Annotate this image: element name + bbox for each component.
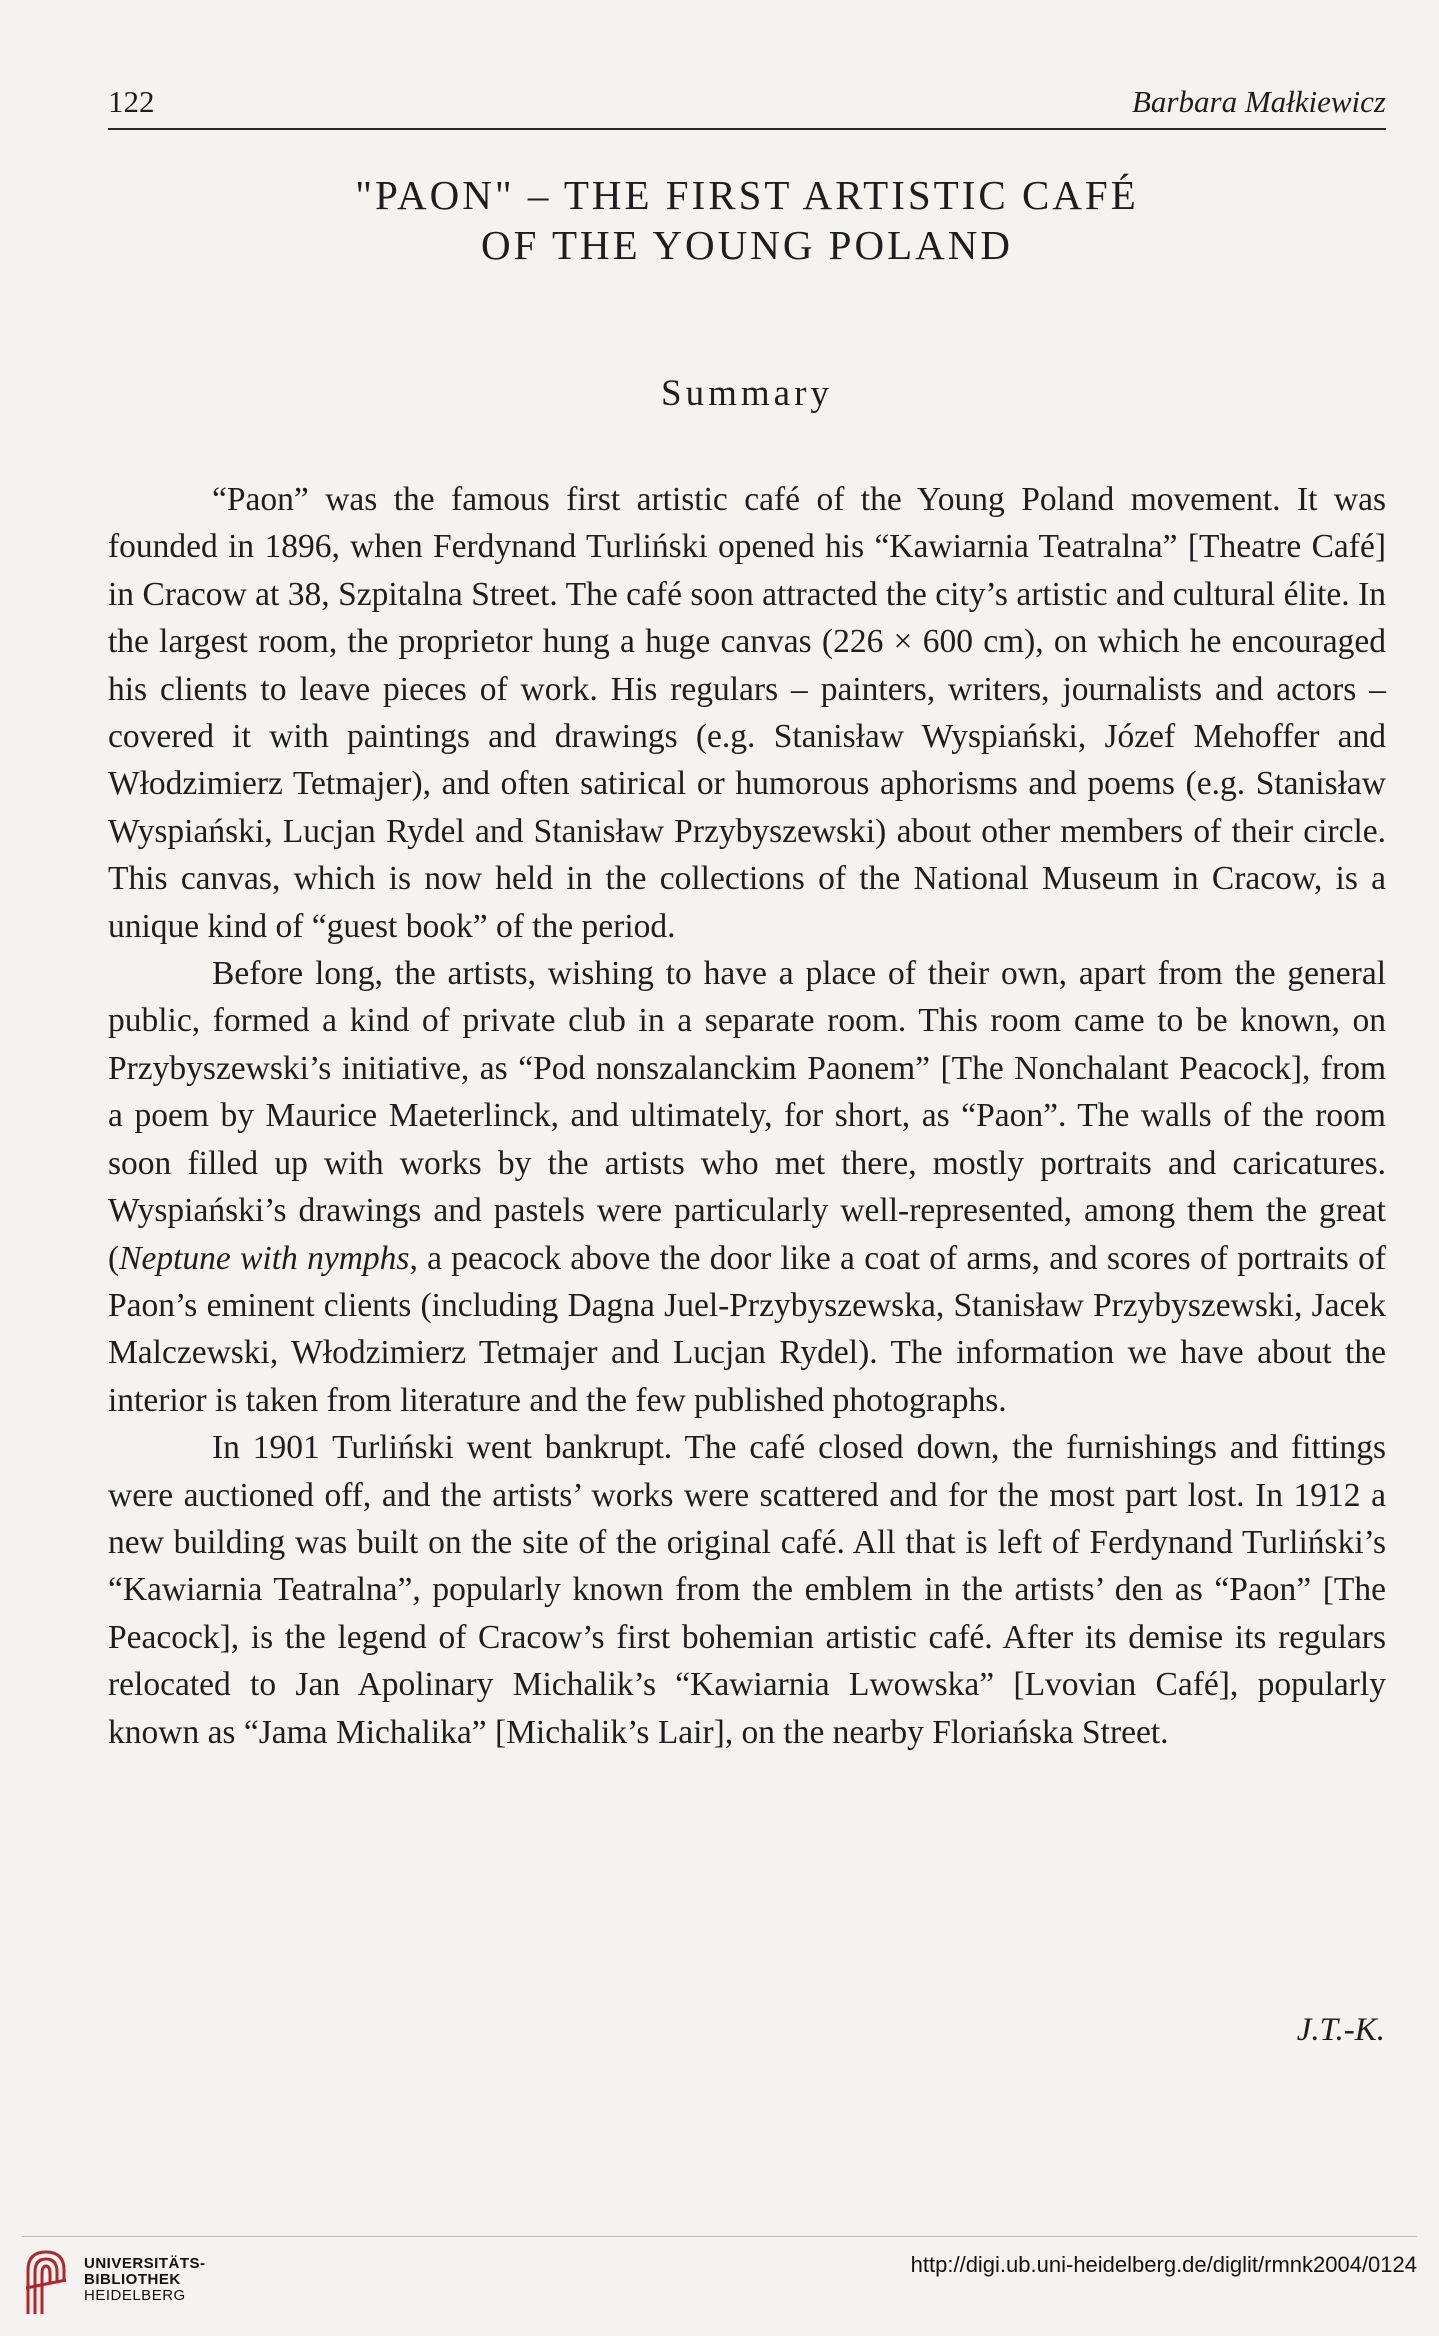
source-url-link[interactable]: http://digi.ub.uni-heidelberg.de/diglit/rmnk2004/0124 <box>910 2252 1417 2277</box>
author-initials: J.T.-K. <box>1296 2012 1385 2048</box>
footer-rule <box>22 2236 1417 2237</box>
library-name-line-1: UNIVERSITÄTS- <box>84 2255 206 2272</box>
heidelberg-library-logo-icon <box>22 2244 70 2318</box>
paragraph-2-end: , a peacock above the door like a coat of arms, and scores of portraits of Paon’s eminent clients (including Dagna Juel-Przybyszewska, Stanisław Przybyszewski, Jacek Malczewski, Włodzimierz Tetmajer and Lucjan Rydel). The information we have about the interior is taken from literature and the few published photographs. <box>108 1239 1387 1419</box>
summary-body <box>108 476 1386 1756</box>
paragraph-2-italic-title: Neptune with nymphs <box>119 1239 410 1277</box>
summary-heading: Summary <box>661 373 833 414</box>
header-rule <box>108 128 1386 130</box>
library-name <box>84 2256 206 2304</box>
running-head <box>108 84 1386 124</box>
paragraph-1: “Paon” was the famous first artistic café of the Young Poland movement. It was founded in 1896, when Ferdynand Turliński opened his “Kawiarnia Teatralna” [Theatre Café] in Cracow at 38, Szpitalna Street. The café soon attracted the city’s artistic and cultural élite. In the largest room, the proprietor hung a huge canvas (226 × 600 cm), on which he encouraged his clients to leave pieces of work. His regulars – painters, writers, journalists and actors – covered it with paintings and drawings (e.g. Stanisław Wyspiański, Józef Mehoffer and Włodzimierz Tetmajer), and often satirical or humorous aphorisms and poems (e.g. Stanisław Wyspiański, Lucjan Rydel and Stanisław Przybyszewski) about other members of their circle. This canvas, which is now held in the collections of the National Museum in Cracow, is a unique kind of “guest book” of the period. <box>108 481 1386 945</box>
library-name-line-3: HEIDELBERG <box>84 2287 186 2304</box>
running-head-author: Barbara Małkiewicz <box>1132 84 1386 119</box>
digitization-footer <box>0 2226 1439 2336</box>
title-line-1: "PAON" – THE FIRST ARTISTIC CAFÉ <box>355 172 1139 218</box>
library-name-line-2: BIBLIOTHEK <box>84 2271 181 2288</box>
paragraph-2 <box>108 950 1386 1424</box>
paragraph-2-start: Before long, the artists, wishing to have a place of their own, apart from the general public, formed a kind of private club in a separate room. This room came to be known, on Przybyszewski’s initiative, as “Pod nonszalanckim Paonem” [The Nonchalant Peacock], from a poem by Maurice Maeterlinck, and ultimately, for short, as “Paon”. The walls of the room soon filled up with works by the artists who met there, mostly portraits and caricatures. Wyspiański’s drawings and pastels were particularly well-represented, among them the great ( <box>108 955 1386 1277</box>
paragraph-3: In 1901 Turliński went bankrupt. The café closed down, the furnishings and fittings were auctioned off, and the artists’ works were scattered and for the most part lost. In 1912 a new building was built on the site of the original café. All that is left of Ferdynand Turliński’s “Kawiarnia Teatralna”, popularly known from the emblem in the artists’ den as “Paon” [The Peacock], is the legend of Cracow’s first bohemian artistic café. After its demise its regulars relocated to Jan Apolinary Michalik’s “Kawiarnia Lwowska” [Lvovian Café], popularly known as “Jama Michalika” [Michalik’s Lair], on the nearby Floriańska Street. <box>108 1429 1386 1751</box>
article-title <box>108 170 1386 270</box>
title-line-2: OF THE YOUNG POLAND <box>481 222 1013 268</box>
page-number: 122 <box>108 84 155 119</box>
